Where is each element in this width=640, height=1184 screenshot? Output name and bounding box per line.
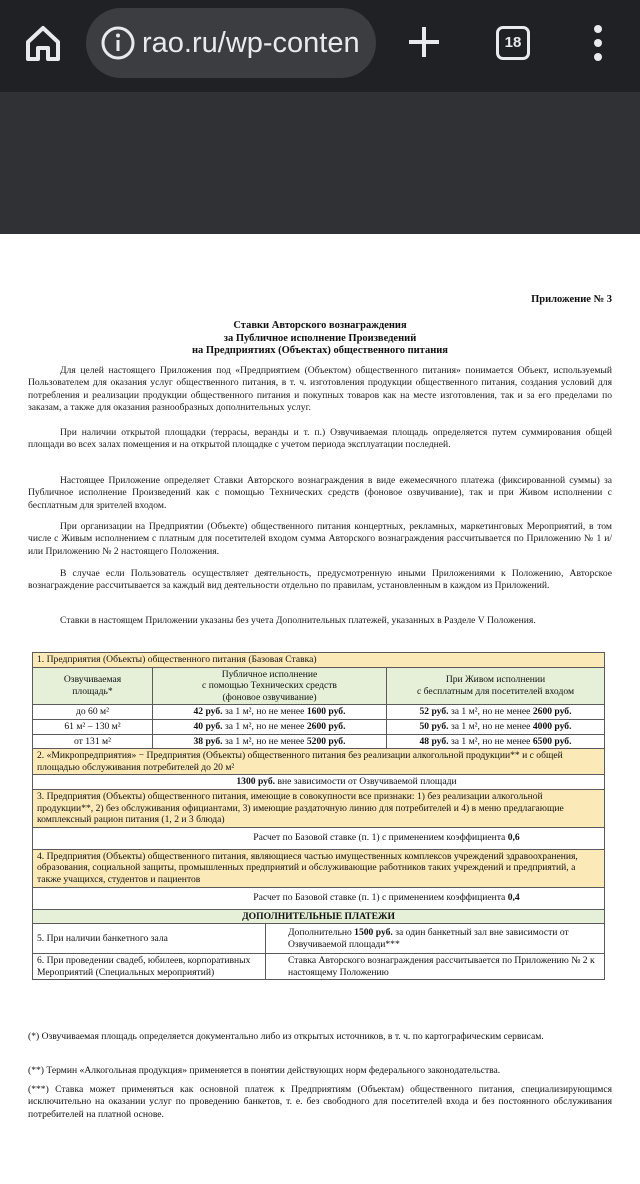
table-row [33,734,605,749]
rate-minimum: 1600 руб. [306,706,346,718]
home-icon[interactable] [22,22,64,64]
rate-text: за 1 м², но не менее [448,706,533,718]
header-line: с бесплатным для посетителей входом [416,685,575,697]
browser-toolbar [0,0,640,92]
rate-amount: 40 руб. [193,720,223,732]
site-info-icon[interactable] [100,25,136,61]
rate-text: за один банкетный зал вне зависимости от Озвучиваемой площади*** [288,927,569,950]
rate-text: Расчет по Базовой ставке (п. 1) с применением коэффициента [253,892,508,904]
rate-text: вне зависимости от Озвучиваемой площади [275,776,457,788]
header-line: (фоновое озвучивание) [222,691,317,703]
footnote: (*) Озвучиваемая площадь определяется документально либо из открытых источников, в т. ч. по картографическим сервисам. [28,1031,544,1042]
more-menu-icon[interactable] [586,22,610,64]
section-3-title: 3. Предприятия (Объекты) общественного питания, имеющие в совокупности все признаки: 1) без реализации алкогольной продукции**, 2) без обслуживания официантами, 3) имеющие раздаточную линию для потребителей и 4) в меню предлагающие комплексный рацион питания (1, 2 и 3 блюда) [33,789,605,827]
rate-minimum: 2600 руб. [306,720,346,732]
area-cell: до 60 м² [33,705,153,720]
column-header-area [33,667,153,705]
rate-minimum: 2600 руб. [532,706,572,718]
title-line: на Предприятиях (Объектах) общественного питания [192,345,448,356]
live-rate-cell [387,734,605,749]
tab-switcher-button[interactable]: 18 [496,26,530,60]
extra-payments-header: ДОПОЛНИТЕЛЬНЫЕ ПЛАТЕЖИ [33,909,605,924]
paragraph: При организации на Предприятии (Объекте) общественного питания концертных, рекламных, маркетинговых Мероприятий, в том числе с Живым исполнением с платным для посетителей входом сумма Авторского вознаграждения рассчитывается по Приложению № 1 и/или Приложению № 2 настоящего Положения. [28,521,612,557]
rate-text: Дополнительно [288,927,355,938]
rate-amount: 1300 руб. [236,776,276,788]
address-bar[interactable] [86,8,376,78]
rate-text: за 1 м², но не менее [222,735,307,747]
paragraph: При наличии открытой площадки (террасы, веранды и т. п.) Озвучиваемая площадь определяется путем суммирования общей площади во всех залах помещения и на открытой площадке с учетом периода эксплуатации последней. [28,427,612,451]
rate-amount: 50 руб. [419,720,449,732]
live-rate-cell [387,719,605,734]
column-header-live [387,667,605,705]
section-1-title: 1. Предприятия (Объекты) общественного питания (Базовая Ставка) [33,653,605,668]
extra-5-value [266,924,605,954]
title-line: за Публичное исполнение Произведений [223,332,417,344]
table-row [33,719,605,734]
extra-6-value: Ставка Авторского вознаграждения рассчитывается по Приложению № 2 к настоящему Положению [266,954,605,980]
new-tab-icon[interactable] [404,22,444,62]
section-2-title: 2. «Микропредприятия» − Предприятия (Объекты) общественного питания без реализации алкогольной продукции** и с общей площадью обслуживания потребителей до 20 м² [33,749,605,775]
table-row [33,924,605,954]
document-title [28,320,612,358]
pdf-viewer-background [0,92,640,234]
tech-rate-cell [153,719,387,734]
coefficient: 0,4 [507,892,520,904]
url-text[interactable]: rao.ru/wp-conten [142,27,360,59]
paragraph: Настоящее Приложение определяет Ставки Авторского вознаграждения в виде ежемесячного платежа (фиксированной суммы) за Публичное исполнение Произведений как с помощью Технических средств (фоновое озвучивание), так и при Живом исполнении с бесплатным для зрителей входом. [28,475,612,511]
header-line: Озвучиваемая [63,674,122,686]
rate-minimum: 5200 руб. [306,735,346,747]
area-cell: от 131 м² [33,734,153,749]
appendix-label: Приложение № 3 [531,294,612,305]
coefficient: 0,6 [507,832,520,844]
rates-table [32,652,605,980]
header-line: Публичное исполнение [221,668,318,680]
header-line: При Живом исполнении [445,674,546,686]
section-4-rate [33,887,605,909]
paragraph: Ставки в настоящем Приложении указаны без учета Дополнительных платежей, указанных в Разделе V Положения. [60,615,536,626]
header-line: с помощью Технических средств [202,680,337,692]
rate-minimum: 6500 руб. [532,735,572,747]
rate-amount: 48 руб. [419,735,449,747]
rate-text: за 1 м², но не менее [222,720,307,732]
rate-amount: 1500 руб. [354,927,393,938]
extra-6-label: 6. При проведении свадеб, юбилеев, корпоративных Мероприятий (Специальных мероприятий) [33,954,266,980]
paragraph: В случае если Пользователь осуществляет деятельность, предусмотренную иными Приложениями к Положению, Авторское вознаграждение рассчитывается за каждый вид деятельности отдельно по правилам, установленным в каждом из Приложений. [28,568,612,592]
column-header-technical [153,667,387,705]
section-3-rate [33,827,605,849]
rate-text: за 1 м², но не менее [222,706,307,718]
table-row [33,954,605,980]
live-rate-cell [387,705,605,720]
area-cell: 61 м² – 130 м² [33,719,153,734]
section-4-title: 4. Предприятия (Объекты) общественного питания, являющиеся частью имущественных комплексов учреждений здравоохранения, образования, социальной защиты, промышленных предприятий и обслуживающие работников таких учреждений и предприятий, а также учащихся, студентов и пациентов [33,849,605,887]
rate-minimum: 4000 руб. [532,720,572,732]
header-line: площадь* [72,685,113,697]
tech-rate-cell [153,705,387,720]
rate-amount: 38 руб. [193,735,223,747]
rate-text: Расчет по Базовой ставке (п. 1) с применением коэффициента [253,832,508,844]
rate-amount: 42 руб. [193,706,223,718]
extra-5-label: 5. При наличии банкетного зала [33,924,266,954]
tech-rate-cell [153,734,387,749]
footnote: (***) Ставка может применяться как основной платеж к Предприятиям (Объектам) общественного питания, специализирующимся исключительно на оказании услуг по проведению банкетов, т. е. без свободного для посетителей входа и без постоянного обслуживания потребителей на платной основе. [28,1084,612,1120]
footnote: (**) Термин «Алкогольная продукция» применяется в понятии действующих норм федерального законодательства. [28,1065,501,1076]
paragraph: Для целей настоящего Приложения под «Предприятием (Объектом) общественного питания» понимается Объект, используемый Пользователем для оказания услуг общественного питания, в т. ч. изготовления продукции общественного питания, создания условий для потребления и реализации продукции общественного питания и покупных товаров как на месте изготовления, так и за его пределами по заказам, а также для оказания разнообразных дополнительных услуг. [28,365,612,413]
rate-text: за 1 м², но не менее [448,720,533,732]
table-row [33,705,605,720]
section-2-rate [33,775,605,790]
rate-amount: 52 руб. [419,706,449,718]
title-line: Ставки Авторского вознаграждения [233,320,407,331]
rate-text: за 1 м², но не менее [448,735,533,747]
